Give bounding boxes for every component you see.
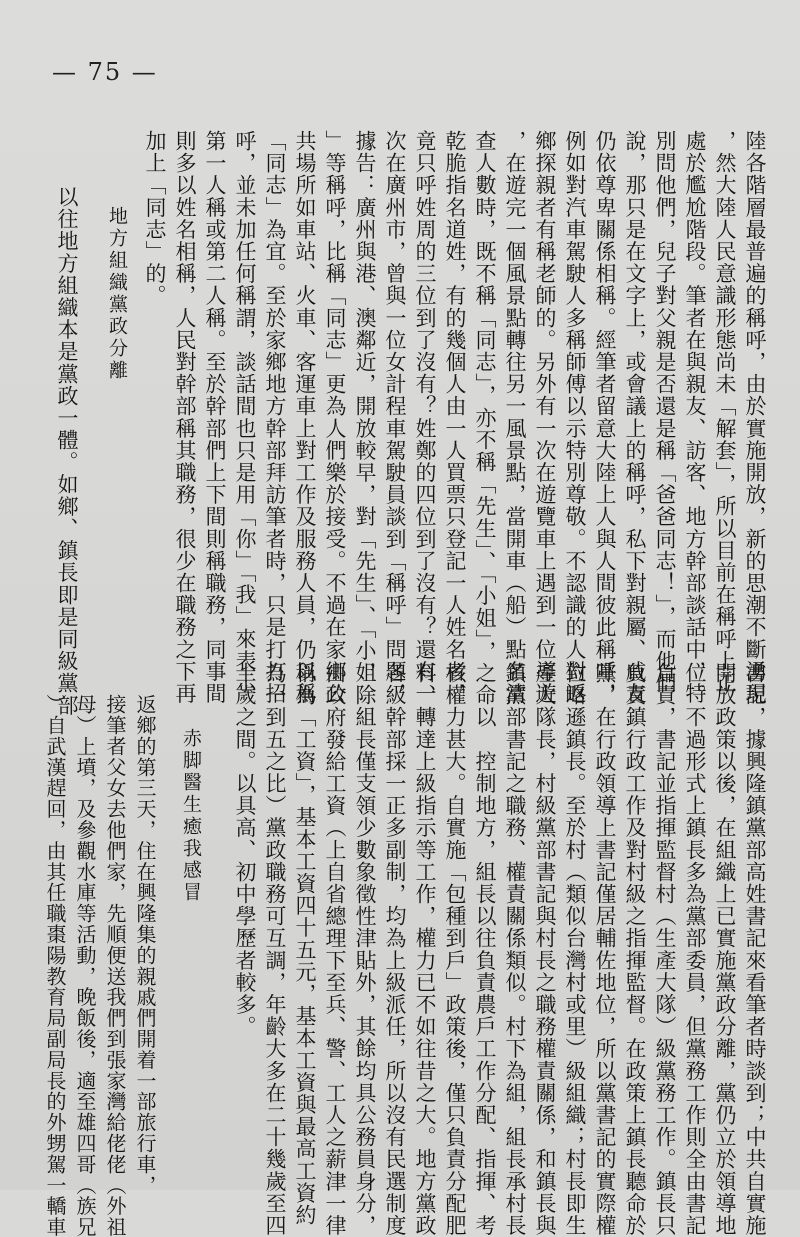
text-column: 呼，並未加任何稱謂，談話間也只是用「你」「我」來表示 — [233, 130, 257, 695]
text-column: 位略遜鎮長。至於村（類似台灣村或里）級組織；村長即生 — [563, 662, 587, 1237]
text-column: 核權力甚大。自實施「包種到戶」政策後，僅只負責分配肥 — [443, 662, 467, 1237]
text-column: 據告：廣州與港、澳鄰近，開放較早，對「先生」、「小姐 — [353, 130, 377, 684]
text-column: 返鄉的第三天，住在興隆集的親戚們開着一部旅行車， — [133, 694, 157, 1196]
text-column: 鄉探親者有稱老師的。另外有一次在遊覽車上遇到一位導遊 — [533, 130, 557, 705]
page-number: — 75 — — [52, 58, 158, 86]
text-column: 處於尷尬階段。筆者在與親友、訪客、地方幹部談話中，特 — [683, 130, 707, 705]
text-column: 各級幹部採一正多副制，均為上級派任，所以沒有民選制度 — [383, 662, 407, 1237]
text-column: 書記，據興隆鎮黨部高姓書記來看筆者時談到；中共自實施 — [743, 662, 767, 1237]
text-column: 「同志」為宜。至於家鄉地方幹部拜訪筆者時，只是打打招 — [263, 130, 287, 705]
text-column: 則多以姓名相稱，人民對幹部稱其職務，很少在職務之下再 — [173, 130, 197, 705]
text-column: 第一人稱或第二人稱。至於幹部們上下間則稱職務，同事間 — [203, 130, 227, 705]
text-column: 」等稱呼，比稱「同志」更為人們樂於接受。不過在家鄉公 — [323, 130, 347, 705]
text-column: 例如對汽車駕駛人多稱師傅以示特別尊敬。不認識的人對返 — [563, 130, 587, 705]
text-column: 乾脆指名道姓，有的幾個人由一人買票只登記一人姓名者， — [443, 130, 467, 705]
text-column: 位。不過形式上鎮長多為黨部委員，但黨務工作則全由書記 — [683, 662, 707, 1237]
section-heading: 赤脚醫生癒我感冒 — [180, 728, 202, 904]
text-column: 開放政策以後，在組織上已實施黨政分離，黨仍立於領導地 — [713, 662, 737, 1237]
text-column: 接筆者父女去他們家，先順便送我們到張家灣給佬佬（外祖 — [103, 694, 127, 1237]
text-column: 共場所如車站、火車、客運車上對工作及服務人員，仍以稱 — [293, 130, 317, 705]
section-heading: 地方組織黨政分離 — [106, 206, 128, 382]
text-column: 竟只呼姓周的三位到了沒有？姓鄭的四位到了沒有？還有一 — [413, 130, 437, 705]
text-column: ，除組長僅支領少數象徵性津貼外，其餘均具公務員身分， — [353, 662, 377, 1237]
text-column: 十歲之間。以具高、初中學歷者較多。 — [233, 662, 257, 1038]
text-column: 負責，書記並指揮監督村（生產大隊）級黨務工作。鎮長只 — [653, 662, 677, 1237]
text-column: 鎮黨部書記之職務、權責關係類似。村下為組，組長承村長 — [503, 662, 527, 1237]
text-column: 由政府發給工資（上自省總理下至兵、警、工人之薪津一律 — [323, 662, 347, 1237]
text-column: 母）上墳，及參觀水庫等活動，晚飯後，適至雄四哥（族兄 — [73, 694, 97, 1237]
text-column: 料、轉達上級指示等工作，權力已不如往昔之大。地方黨政 — [413, 662, 437, 1237]
upper-body-text — [140, 130, 770, 705]
text-column: 產大隊長，村級黨部書記與村長之職務權責關係，和鎮長與 — [533, 662, 557, 1237]
text-column: 別問他們，兒子對父親是否還是稱「爸爸同志！」，而他們 — [653, 130, 677, 695]
text-column: ，然大陸人民意識形態尚未「解套」，所以目前在稱呼上正 — [713, 130, 737, 695]
text-column: 次在廣州市，曾與一位女計程車駕駛員談到「稱呼」問題， — [383, 130, 407, 705]
text-column: 黨，在行政領導上書記僅居輔佐地位，所以黨書記的實際權 — [593, 662, 617, 1237]
text-column: ，在遊完一個風景點轉往另一風景點，當開車（船）點名清 — [503, 130, 527, 705]
text-column: 陸各階層最普遍的稱呼，由於實施開放，新的思潮不斷湧現 — [743, 130, 767, 705]
text-column: 以往地方組織本是黨政一體。如鄉、鎮長即是同級黨部 — [55, 186, 79, 717]
text-column: 說，那只是在文字上，或會議上的稱呼，私下對親屬、戚友 — [623, 130, 647, 705]
text-column: 加上「同志」的。 — [143, 130, 167, 307]
lower-body-text — [230, 662, 770, 1237]
text-column: 負責鎮行政工作及對村級之指揮監督。在政策上鎮長聽命於 — [623, 662, 647, 1237]
text-column: ）自武漢趕回，由其任職棗陽教育局副局長的外甥駕一轎車 — [43, 694, 67, 1237]
lower-tail-text — [40, 694, 160, 1237]
text-column: 查人數時，既不稱「同志」，亦不稱「先生」、「小姐」， — [473, 130, 497, 663]
text-column: 仍依尊卑關係相稱。經筆者留意大陸上人與人間彼此稱呼， — [593, 130, 617, 705]
text-column: 為一到五之比）黨政職務可互調，年齡大多在二十幾歲至四 — [263, 662, 287, 1237]
text-column: 之命以 控制地方，組長以往負責農戶工作分配、指揮、考 — [473, 662, 497, 1237]
text-column: 稱為「工資」，基本工資四十五元，基本工資與最高工資約 — [293, 662, 317, 1227]
